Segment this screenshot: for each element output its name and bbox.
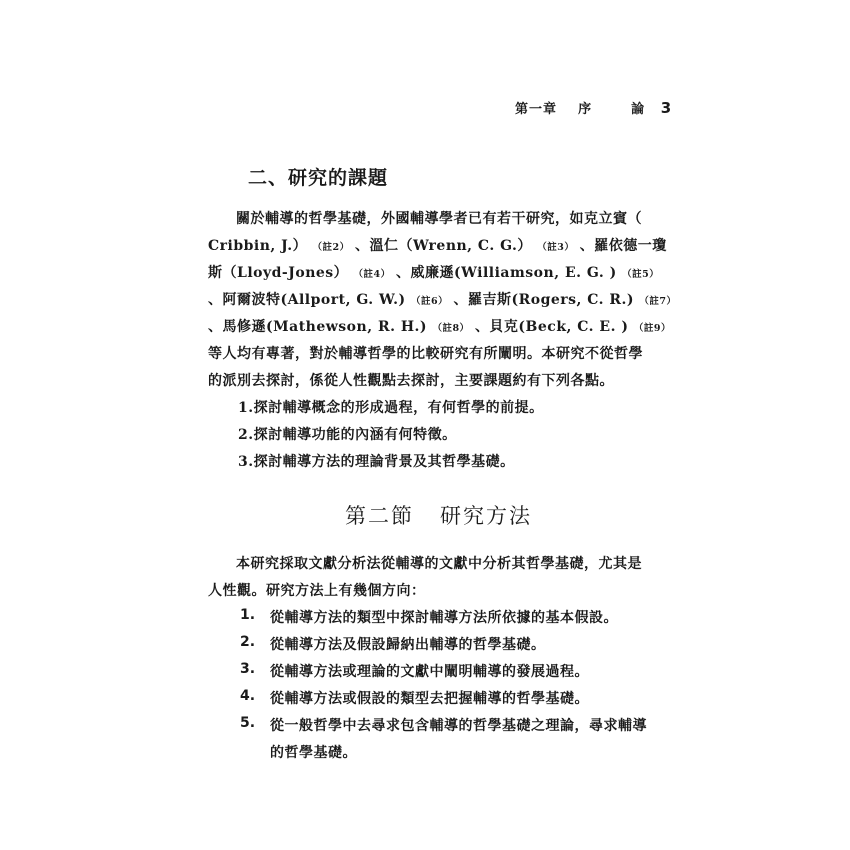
paragraph-line: 本研究採取文獻分析法從輔導的文獻中分析其哲學基礎，尤其是	[236, 556, 642, 572]
citation-author: 、威廉遜(Williamson, E. G. )	[396, 265, 617, 281]
item-text: 從一般哲學中去尋求包含輔導的哲學基礎之理論，尋求輔導	[270, 718, 647, 734]
footnote-ref: （註2）	[312, 242, 350, 253]
item-text: 從輔導方法或理論的文獻中闡明輔導的發展過程。	[270, 664, 589, 680]
paragraph-line: 關於輔導的哲學基礎，外國輔導學者已有若干研究，如克立賓（	[236, 211, 642, 227]
footnote-ref: （註9）	[633, 323, 671, 334]
citation-author: 、馬修遜(Mathewson, R. H.)	[208, 319, 428, 335]
footnote-ref: （註3）	[537, 242, 575, 253]
footnote-ref: （註4）	[353, 269, 391, 280]
paragraph-line	[208, 262, 659, 282]
citation-author: Cribbin, J.）	[208, 238, 308, 254]
chapter-title-part2: 論	[631, 102, 646, 117]
footnote-ref: （註8）	[432, 323, 470, 334]
section-title: 研究方法	[440, 504, 532, 528]
section-heading-research-topics: 二、研究的課題	[248, 167, 389, 189]
footnote-ref: （註6）	[410, 296, 449, 307]
citation-author: 、阿爾波特(Allport, G. W.)	[208, 292, 406, 308]
item-number: 2.	[240, 634, 256, 650]
paragraph-line: 人性觀。研究方法上有幾個方向：	[208, 583, 426, 599]
citation-author: 、貝克(Beck, C. E. )	[474, 319, 629, 335]
section-number: 第二節	[345, 504, 414, 528]
page-number: 3	[660, 99, 673, 117]
paragraph-line	[208, 316, 671, 336]
item-number: 3.	[240, 661, 256, 677]
section-heading-research-method	[345, 500, 532, 530]
item-number: 5.	[240, 715, 256, 731]
citation-author: 斯（Lloyd-Jones）	[208, 265, 349, 281]
method-item-continuation: 的哲學基礎。	[270, 745, 357, 761]
paragraph-line	[208, 235, 667, 255]
paragraph-line: 的派別去探討，係從人性觀點去探討，主要課題約有下列各點。	[208, 373, 614, 389]
topic-item: 3.探討輔導方法的理論背景及其哲學基礎。	[238, 454, 515, 470]
topic-item: 1.探討輔導概念的形成過程，有何哲學的前提。	[238, 400, 544, 416]
footnote-ref: （註7）	[639, 296, 677, 307]
citation-author: 、羅依德一瓊	[579, 238, 667, 254]
item-text: 從輔導方法的類型中探討輔導方法所依據的基本假設。	[270, 610, 618, 626]
topic-item: 2.探討輔導功能的內涵有何特徵。	[238, 427, 457, 443]
paragraph-line	[208, 289, 677, 309]
item-number: 1.	[240, 607, 256, 623]
item-number: 4.	[240, 688, 256, 704]
running-head	[515, 98, 672, 117]
item-text: 從輔導方法及假設歸納出輔導的哲學基礎。	[270, 637, 546, 653]
item-text: 從輔導方法或假設的類型去把握輔導的哲學基礎。	[270, 691, 589, 707]
chapter-title-part1: 序	[578, 102, 593, 117]
citation-author: 、溫仁（Wrenn, C. G.）	[354, 238, 532, 254]
paragraph-line: 等人均有專著，對於輔導哲學的比較研究有所闡明。本研究不從哲學	[208, 346, 643, 362]
citation-author: 、羅吉斯(Rogers, C. R.)	[453, 292, 635, 308]
chapter-label: 第一章	[515, 102, 558, 117]
footnote-ref: （註5）	[622, 269, 660, 280]
